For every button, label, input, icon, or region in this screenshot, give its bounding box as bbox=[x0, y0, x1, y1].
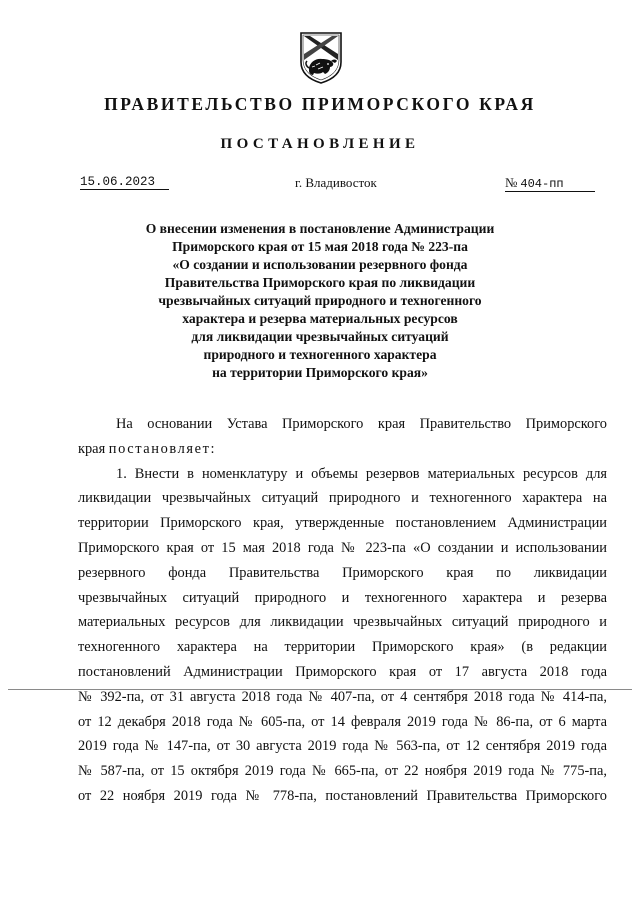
body-line: № 392-па, от 31 августа 2018 года № 407-па, от 4 сентября 2018 года № 414-па, bbox=[78, 688, 607, 705]
number-value: 404-пп bbox=[520, 177, 564, 191]
government-title: ПРАВИТЕЛЬСТВО ПРИМОРСКОГО КРАЯ bbox=[104, 94, 536, 114]
subject-line: Правительства Приморского края по ликвидации bbox=[164, 275, 476, 290]
item-1-paragraph bbox=[78, 462, 607, 809]
body-line: чрезвычайных ситуаций природного и техногенного характера и резерва bbox=[78, 589, 607, 606]
document-meta-row bbox=[0, 175, 640, 195]
preamble-paragraph bbox=[78, 412, 607, 462]
body-line: техногенного характера на территории Приморского края» (в редакции bbox=[78, 639, 607, 656]
subject-line: природного и техногенного характера bbox=[203, 347, 437, 362]
body-line: территории Приморского края, утвержденные постановлением Администрации bbox=[78, 515, 607, 532]
decree-word: постановляет: bbox=[108, 440, 217, 457]
document-type: ПОСТАНОВЛЕНИЕ bbox=[220, 136, 420, 152]
subject-line: характера и резерва материальных ресурсов bbox=[182, 311, 458, 326]
subject-line: «О создании и использовании резервного фонда bbox=[172, 257, 468, 272]
subject-line: Приморского края от 15 мая 2018 года № 223-па bbox=[172, 239, 468, 254]
document-city: г. Владивосток bbox=[295, 175, 377, 190]
body-line: На основании Устава Приморского края Правительство Приморского bbox=[116, 416, 607, 432]
subject-line: чрезвычайных ситуаций природного и техногенного bbox=[158, 293, 482, 308]
body-line: ликвидации чрезвычайных ситуаций природного и техногенного характера на bbox=[78, 490, 607, 507]
body-line: 2019 года № 147-па, от 30 августа 2019 года № 563-па, от 12 сентября 2019 года bbox=[78, 738, 607, 755]
body-line: № 587-па, от 15 октября 2019 года № 665-па, от 22 ноября 2019 года № 775-па, bbox=[78, 763, 607, 780]
body-line: от 22 ноября 2019 года № 778-па, постановлений Правительства Приморского bbox=[78, 787, 607, 804]
document-subject bbox=[0, 220, 640, 382]
body-line: Приморского края от 15 мая 2018 года № 223-па «О создании и использовании bbox=[78, 539, 607, 556]
subject-line: О внесении изменения в постановление Администрации bbox=[145, 221, 495, 236]
body-line bbox=[78, 437, 607, 462]
coat-of-arms-icon bbox=[298, 30, 344, 84]
document-date: 15.06.2023 bbox=[80, 175, 169, 190]
body-line: от 12 декабря 2018 года № 605-па, от 14 февраля 2019 года № 86-па, от 6 марта bbox=[78, 713, 607, 730]
body-line: постановлений Администрации Приморского края от 17 августа 2018 года bbox=[78, 663, 607, 680]
subject-line: для ликвидации чрезвычайных ситуаций bbox=[191, 329, 449, 344]
document-number bbox=[505, 175, 595, 192]
body-line: материальных ресурсов для ликвидации чрезвычайных ситуаций природного и bbox=[78, 614, 607, 631]
body-line: резервного фонда Правительства Приморского края по ликвидации bbox=[78, 564, 607, 581]
subject-line: на территории Приморского края» bbox=[212, 365, 428, 380]
document-body bbox=[78, 412, 607, 809]
body-line: 1. Внести в номенклатуру и объемы резервов материальных ресурсов для bbox=[116, 465, 607, 482]
preamble-line2-start: края bbox=[78, 440, 109, 457]
scan-rule-line bbox=[8, 689, 632, 690]
number-sign: № bbox=[505, 175, 518, 190]
